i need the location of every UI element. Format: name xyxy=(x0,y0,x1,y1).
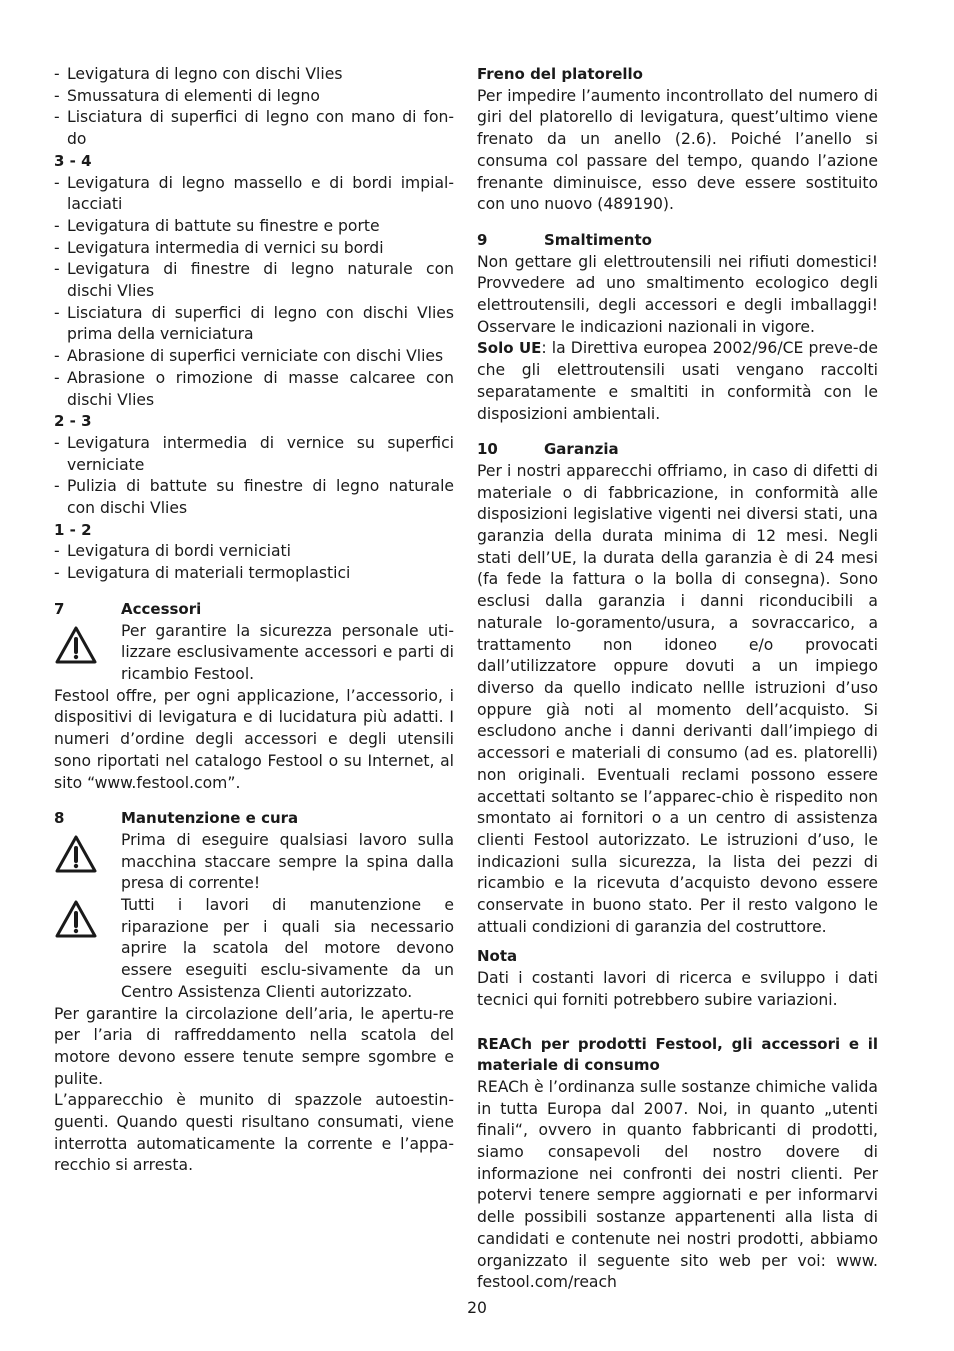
list-item-text: Levigatura di finestre di legno naturale con dischi Vlies xyxy=(67,260,454,301)
warning-block xyxy=(54,830,454,895)
eu-label: Solo UE xyxy=(477,339,542,358)
grit-group-list xyxy=(54,173,454,412)
section-heading xyxy=(54,599,454,621)
bullet-dash: - xyxy=(54,564,60,583)
list-item-text: Smussatura di elementi di legno xyxy=(67,86,320,105)
list-item xyxy=(54,259,454,302)
subsection-title: Freno del platorello xyxy=(477,65,643,83)
list-item-text: Levigatura di bordi verniciati xyxy=(67,542,291,561)
list-item-text: Levigatura di legno massello e di bordi impial-lacciati xyxy=(67,173,454,214)
list-item xyxy=(54,541,454,563)
page-number: 20 xyxy=(467,1299,487,1317)
paragraph: Per i nostri apparecchi offriamo, in caso di difetti di materiale o di fabbricazione, in conformità alle disposizioni legislative vigenti nei diversi stati, una garanzia della durata minima di 12 mesi. Negli stati dell’UE, la durata della garanzia è di 24 mesi (fa fede la fattura o la bolla di consegna). Sono esclusi dalla garanzia i danni riconducibili a naturale lo-goramento/usura, a sovraccarico, a trattamento non idoneo e/o provocati dall’utilizzatore oppure dovuti a un impiego diverso da quello indicato nellle istruzioni d’uso oppure già noti al momento dell’acquisto. Si escludono anche i danni derivanti dall’impiego di accessori e materiali di consumo (ad es. platorelli) non originali. Eventuali reclami possono essere accettati soltanto se l’apparec-chio è rispedito non smontato ai fornitori o a un centro di assistenza clienti Festool autorizzato. Le istruzioni d’uso, le indicazioni sulla sicurezza, la lista dei pezzi di ricambio e la ricevuta d’acquisto devono essere conservate in buono stato. Per il resto valgono le attuali condizioni di garanzia del costruttore. xyxy=(477,461,878,936)
paragraph: L’apparecchio è munito di spazzole autoestin-guenti. Quando questi risultano consumati, viene interrotta automaticamente la corrente e l’appa-recchio si arresta. xyxy=(54,1091,454,1175)
list-item xyxy=(54,346,454,368)
list-item xyxy=(54,433,454,476)
list-item xyxy=(54,476,454,519)
section-title: Accessori xyxy=(121,599,202,618)
bullet-dash: - xyxy=(54,347,60,366)
list-item xyxy=(54,368,454,411)
list-item-text: Levigatura di materiali termoplastici xyxy=(67,564,351,583)
section-number: 7 xyxy=(54,599,65,618)
warning-triangle-icon xyxy=(54,895,121,1004)
list-item-text: Abrasione o rimozione di masse calcaree con dischi Vlies xyxy=(67,368,454,409)
grit-group-label: 2 - 3 xyxy=(54,412,92,431)
grit-group-label: 3 - 4 xyxy=(54,151,92,170)
section-title: Garanzia xyxy=(544,440,619,459)
subsection-title: REACh per prodotti Festool, gli accessori e il materiale di consumo xyxy=(477,1034,878,1075)
warning-block xyxy=(54,895,454,1004)
list-item xyxy=(54,238,454,260)
paragraph: Per impedire l’aumento incontrollato del numero di giri del platorello di levigatura, quest’ultimo viene frenato da un anello (2.6). Poiché l’anello si consuma col passare del tempo, quando l’azione frenante diminuisce, esso deve essere sostituito con uno nuovo (489190). xyxy=(477,86,878,214)
bullet-dash: - xyxy=(54,433,60,452)
grit-group-list xyxy=(54,541,454,584)
bullet-dash: - xyxy=(54,542,60,561)
warning-text: Prima di eseguire qualsiasi lavoro sulla macchina staccare sempre la spina dalla presa di corrente! xyxy=(121,830,454,893)
list-item xyxy=(54,216,454,238)
bullet-dash: - xyxy=(54,108,60,127)
warning-triangle-icon xyxy=(54,830,121,895)
bullet-dash: - xyxy=(54,477,60,496)
list-item-text: Levigatura intermedia di vernici su bordi xyxy=(67,238,384,257)
bullet-dash: - xyxy=(54,173,60,192)
bullet-dash: - xyxy=(54,368,60,387)
list-item-text: Levigatura intermedia di vernice su superfici verniciate xyxy=(67,433,454,474)
list-item-text: Levigatura di battute su finestre e porte xyxy=(67,216,380,235)
intro-list xyxy=(54,64,454,151)
bullet-dash: - xyxy=(54,65,60,83)
bullet-dash: - xyxy=(54,216,60,235)
list-item xyxy=(54,64,454,86)
list-item xyxy=(54,303,454,346)
paragraph: Dati i costanti lavori di ricerca e sviluppo i dati tecnici qui forniti potrebbero subire variazioni. xyxy=(477,969,878,1009)
list-item-text: Abrasione di superfici verniciate con dischi Vlies xyxy=(67,347,444,366)
list-item xyxy=(54,563,454,585)
eu-text: : la Direttiva europea 2002/96/CE preve-de che gli elettroutensili usati vengano raccolti separatamente e smaltiti in conformità con le disposizioni ambientali. xyxy=(477,339,878,423)
list-item xyxy=(54,107,454,150)
left-column xyxy=(54,64,454,1177)
list-item xyxy=(54,86,454,108)
section-number: 10 xyxy=(477,440,498,459)
subsection-title: Nota xyxy=(477,947,518,966)
section-number: 9 xyxy=(477,230,488,249)
list-item xyxy=(54,173,454,216)
right-column xyxy=(477,64,878,1294)
paragraph: Per garantire la circolazione dell’aria, le apertu-re per l’aria di raffreddamento nella scatola del motore devono essere tenute sempre sgombre e pulite. xyxy=(54,1004,454,1088)
warning-text: Tutti i lavori di manutenzione e riparazione per i quali sia necessario aprire la scatola del motore devono essere eseguiti esclu-sivamente da un Centro Assistenza Clienti autorizzato. xyxy=(121,896,454,1001)
grit-group-label: 1 - 2 xyxy=(54,520,92,539)
section-title: Manutenzione e cura xyxy=(121,809,299,828)
list-item-text: Lisciatura di superfici di legno con mano di fon-do xyxy=(67,108,454,149)
paragraph: Non gettare gli elettroutensili nei rifiuti domestici! Provvedere ad uno smaltimento ecologico degli elettroutensili, degli accessori e degli imballaggi! Osservare le indicazioni nazionali in vigore. xyxy=(477,252,878,336)
bullet-dash: - xyxy=(54,86,60,105)
list-item-text: Levigatura di legno con dischi Vlies xyxy=(67,65,343,83)
list-item-text: Pulizia di battute su finestre di legno naturale con dischi Vlies xyxy=(67,477,454,518)
section-title: Smaltimento xyxy=(544,230,652,249)
warning-text: Per garantire la sicurezza personale uti-lizzare esclusivamente accessori e parti di ricambio Festool. xyxy=(121,621,454,683)
warning-triangle-icon xyxy=(54,621,121,686)
list-item-text: Lisciatura di superfici di legno con dischi Vlies prima della verniciatura xyxy=(67,303,454,344)
section-heading xyxy=(477,439,878,461)
warning-block xyxy=(54,621,454,686)
section-number: 8 xyxy=(54,809,65,828)
bullet-dash: - xyxy=(54,238,60,257)
section-heading xyxy=(477,230,878,252)
paragraph: REACh è l’ordinanza sulle sostanze chimiche valida in tutta Europa dal 2007. Noi, in quanto „utenti finali“, ovvero in quanto fabbricanti di prodotti, siamo consapevoli del nostro dovere di informazione nei confronti dei nostri clienti. Per potervi tenere sempre aggiornati e per informarvi delle possibili sostanze appartenenti alla lista di candidati e contenute nei nostri prodotti, abbiamo organizzato il seguente sito web per voi: www. festool.com/reach xyxy=(477,1077,878,1292)
section-heading xyxy=(54,808,454,830)
paragraph: Festool offre, per ogni applicazione, l’accessorio, i dispositivi di levigatura e di lucidatura più adatti. I numeri d’ordine degli accessori e degli utensili sono riportati nel catalogo Festool o su Internet, al sito “www.festool.com”. xyxy=(54,686,454,792)
paragraph xyxy=(477,338,878,425)
bullet-dash: - xyxy=(54,303,60,322)
bullet-dash: - xyxy=(54,260,60,279)
grit-group-list xyxy=(54,433,454,520)
